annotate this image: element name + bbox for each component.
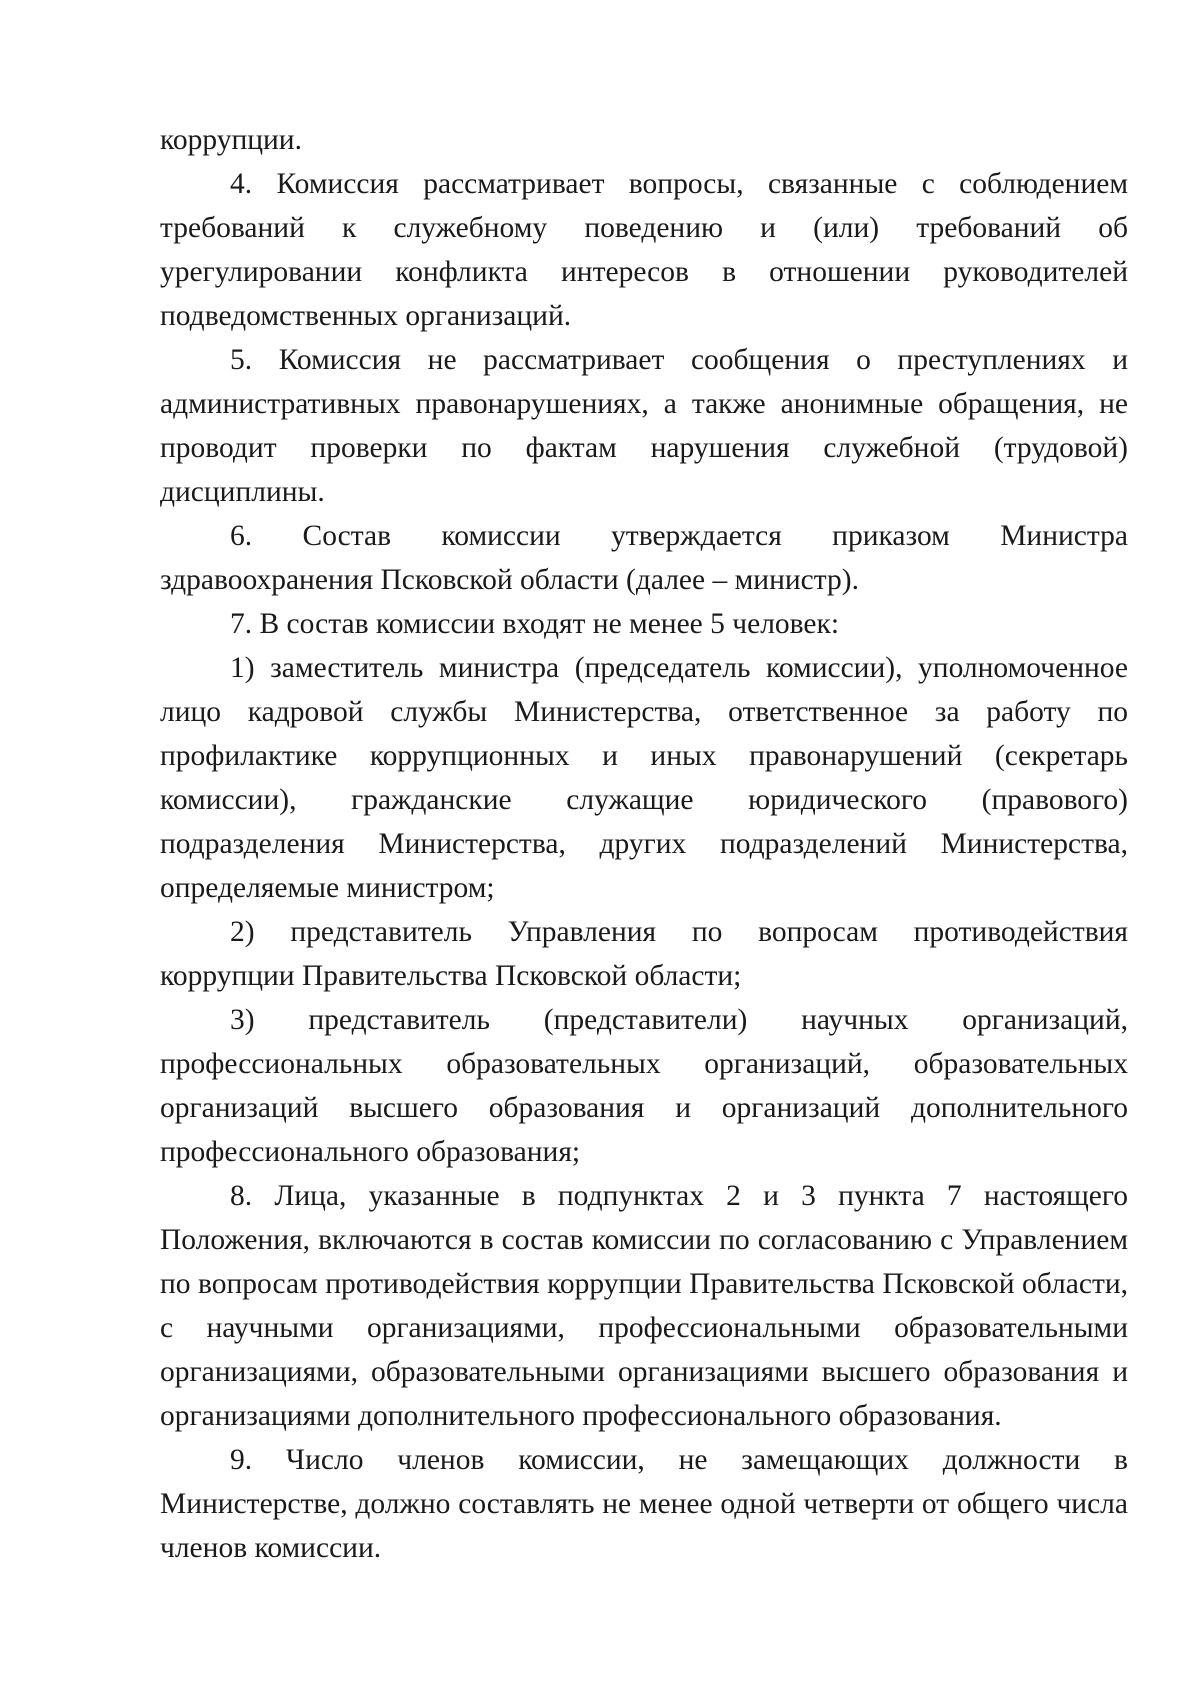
paragraph-item-5: 5. Комиссия не рассматривает сообщения о преступлениях и административных правонарушениях, а также анонимные обращения, не проводит проверки по фактам нарушения служебной (трудовой) дисциплины. [160, 344, 1128, 508]
paragraph-subitem-7-2: 2) представитель Управления по вопросам противодействия коррупции Правительства Псковской области; [160, 916, 1128, 992]
paragraph-item-9: 9. Число членов комиссии, не замещающих должности в Министерстве, должно составлять не менее одной четверти от общего числа членов комиссии. [160, 1444, 1128, 1564]
paragraph-item-6: 6. Состав комиссии утверждается приказом Министра здравоохранения Псковской области (далее – министр). [160, 520, 1128, 596]
document-text-body [160, 118, 1128, 1570]
paragraph-item-4: 4. Комиссия рассматривает вопросы, связанные с соблюдением требований к служебному поведению и (или) требований об урегулировании конфликта интересов в отношении руководителей подведомственных организаций. [160, 168, 1128, 332]
paragraph-subitem-7-3: 3) представитель (представители) научных организаций, профессиональных образовательных организаций, образовательных организаций высшего образования и организаций дополнительного профессионального образования; [160, 1004, 1128, 1168]
paragraph-item-7: 7. В состав комиссии входят не менее 5 человек: [230, 608, 840, 640]
paragraph-continuation: коррупции. [160, 124, 302, 156]
paragraph-item-8: 8. Лица, указанные в подпунктах 2 и 3 пункта 7 настоящего Положения, включаются в состав комиссии по согласованию с Управлением по вопросам противодействия коррупции Правительства Псковской области, с научными организациями, профессиональными образовательными организациями, образовательными организациями высшего образования и организациями дополнительного профессионального образования. [160, 1180, 1128, 1432]
paragraph-subitem-7-1: 1) заместитель министра (председатель комиссии), уполномоченное лицо кадровой службы Министерства, ответственное за работу по профилактике коррупционных и иных правонарушений (секретарь комиссии), гражданские служащие юридического (правового) подразделения Министерства, других подразделений Министерства, определяемые министром; [160, 652, 1128, 904]
